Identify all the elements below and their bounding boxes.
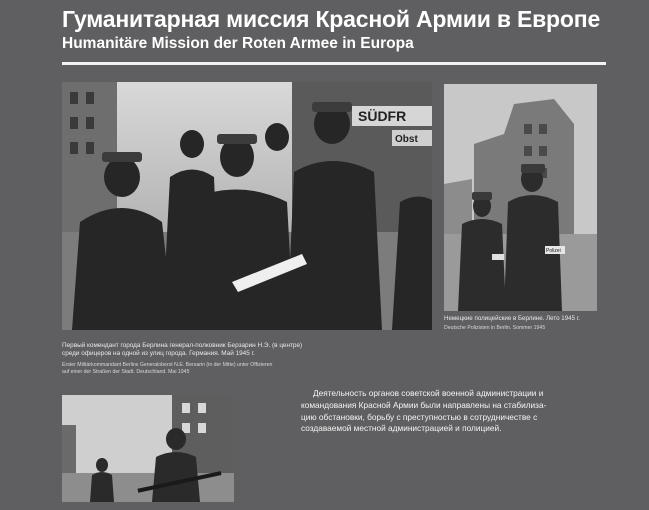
shop-sign-sudfr: SÜDFR: [358, 108, 407, 124]
body-line: Деятельность органов советской военной администрации и: [313, 388, 544, 398]
photo-soldier-street: [62, 395, 234, 502]
title-divider: [62, 62, 606, 65]
caption-main-ru: [62, 342, 362, 358]
page-subtitle: Humanitäre Mission der Roten Armee in Europa: [62, 35, 414, 52]
caption-main-de-line: auf einer der Straßen der Stadt. Deutschland. Mai 1945: [62, 368, 190, 375]
body-paragraph: [301, 388, 573, 435]
photo-bersarin-officers: [62, 82, 432, 330]
body-line: командования Красной Армии были направлены на стабилиза-: [301, 399, 547, 410]
body-line: создаваемой местной администрацией и полицией.: [301, 423, 502, 434]
caption-main-ru-line: среди офицеров на одной из улиц города. Германия. Май 1945 г.: [62, 350, 255, 357]
caption-main-de: [62, 362, 362, 375]
armband-polizei: Polizei: [546, 248, 561, 254]
caption-police-de: Deutsche Polizisten in Berlin. Sommer 1945: [444, 325, 546, 331]
photo-german-police: [444, 84, 597, 311]
page-title: Гуманитарная миссия Красной Армии в Европе: [62, 6, 601, 32]
body-line: цию обстановки, борьбу с преступностью в сотрудничестве с: [301, 411, 538, 422]
caption-main-ru-line: Первый комендант города Берлина генерал-полковник Берзарин Н.Э. (в центре): [62, 342, 303, 349]
caption-main-de-line: Erster Militärkommandant Berlins Generaloberst N.E. Bersarin (in der Mitte) unter Offizieren: [62, 362, 273, 368]
caption-police-ru: Немецкие полицейские в Берлине. Лето 1945 г.: [444, 315, 581, 322]
shop-sign-obst: Obst: [395, 134, 418, 145]
